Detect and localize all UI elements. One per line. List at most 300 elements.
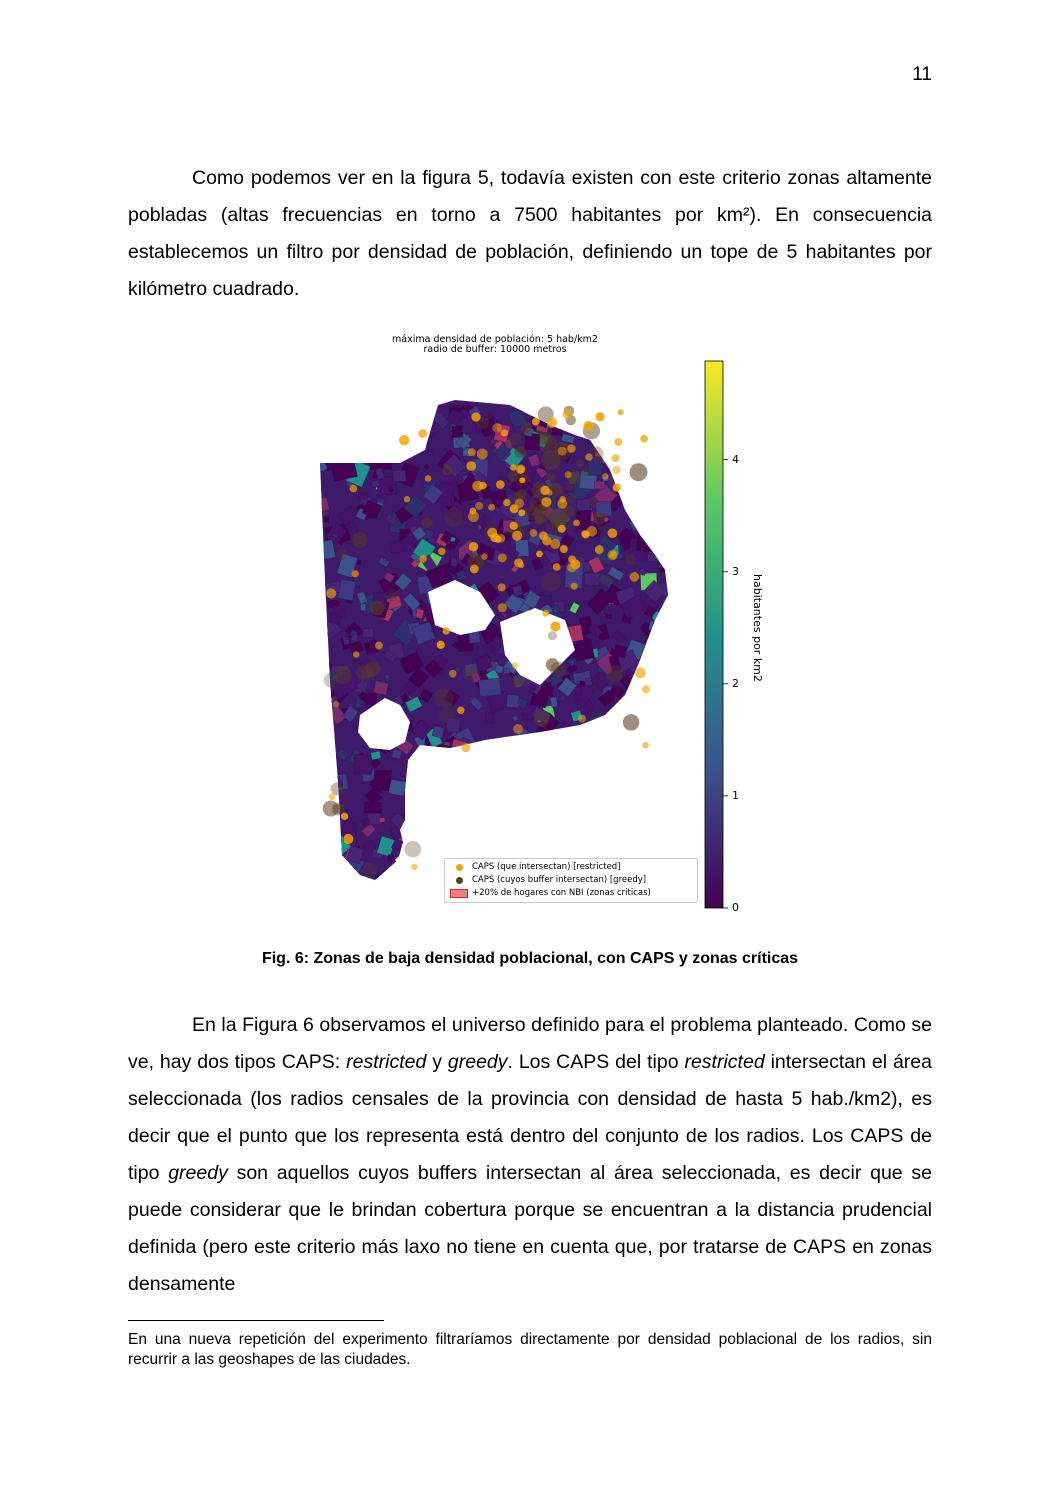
- caps-restricted-point: [326, 588, 336, 598]
- census-tract: [340, 884, 363, 906]
- caps-greedy-point: [516, 489, 527, 500]
- census-tract: [563, 773, 574, 784]
- census-tract: [591, 807, 598, 814]
- census-tract: [429, 840, 443, 853]
- caps-restricted-point: [469, 542, 478, 551]
- caps-restricted-point: [642, 742, 649, 749]
- census-tract: [594, 481, 605, 489]
- caps-greedy-point: [352, 532, 368, 548]
- text-run: son aquellos cuyos buffers intersectan al área seleccionada, es decir que se puede considerar que le brindan cobertura porque se encuentran a la distancia prudencial definida (pero este criterio más laxo no tiene en cuenta que, por tratarse de CAPS en zonas densamente: [128, 1162, 933, 1295]
- census-tract: [504, 809, 517, 819]
- census-tract: [657, 528, 677, 547]
- census-tract: [446, 842, 455, 852]
- census-tract: [519, 741, 532, 754]
- colorbar-tick-label: 3: [732, 564, 739, 578]
- caps-restricted-point: [614, 438, 622, 446]
- census-tract: [315, 636, 324, 645]
- census-tract: [575, 764, 585, 774]
- census-tract: [340, 862, 351, 875]
- caps-restricted-point: [541, 497, 551, 507]
- caps-restricted-point: [498, 553, 507, 562]
- census-tract: [369, 452, 391, 470]
- census-tract: [591, 396, 609, 410]
- caps-restricted-point: [595, 412, 604, 421]
- caps-greedy-point: [588, 497, 599, 508]
- text-run: intersectan el área seleccionada (los radios censales de la provincia con densidad de hasta 5 hab./km2), es decir que el punto que los representa está dentro del conjunto de los radios. Los CAPS de tipo: [128, 1051, 932, 1184]
- census-tract: [585, 726, 602, 746]
- census-tract: [646, 414, 655, 421]
- caps-restricted-point: [329, 793, 336, 800]
- census-tract: [633, 422, 646, 436]
- red-patch-icon: [450, 889, 468, 898]
- census-tract: [492, 824, 513, 840]
- census-tract: [571, 765, 586, 785]
- footnote-separator: [128, 1320, 384, 1321]
- census-tract: [465, 820, 472, 828]
- census-tract: [567, 787, 579, 799]
- figure-caption: Fig. 6: Zonas de baja densidad poblacional, con CAPS y zonas críticas: [261, 950, 799, 967]
- census-tract: [497, 742, 503, 747]
- census-tract: [393, 404, 399, 410]
- census-tract: [533, 765, 540, 771]
- caps-greedy-point: [513, 677, 524, 688]
- census-tract: [651, 413, 663, 425]
- caps-restricted-point: [612, 454, 620, 462]
- census-tract: [633, 754, 645, 769]
- census-tract: [501, 817, 514, 835]
- census-tract: [347, 427, 366, 444]
- caps-restricted-point: [341, 813, 348, 820]
- caps-restricted-point: [558, 447, 567, 456]
- caps-greedy-point: [337, 549, 348, 560]
- census-tract: [387, 866, 410, 889]
- census-tract: [650, 738, 658, 746]
- census-tract: [579, 745, 594, 760]
- caps-restricted-point: [496, 480, 505, 489]
- census-tract: [468, 803, 491, 827]
- census-tract: [525, 809, 544, 822]
- census-tract: [663, 755, 684, 776]
- census-tract: [593, 781, 612, 802]
- legend-label: CAPS (cuyos buffer intersectan) [greedy]: [472, 875, 647, 885]
- census-tract: [450, 828, 468, 849]
- caps-restricted-point: [353, 651, 359, 657]
- caps-restricted-point: [558, 525, 566, 533]
- census-tract: [627, 842, 635, 851]
- legend-item-restricted: [450, 861, 692, 874]
- census-tract: [631, 814, 652, 835]
- caps-restricted-point: [640, 435, 648, 443]
- census-tract: [605, 782, 625, 799]
- census-tract: [376, 406, 392, 421]
- paragraph-intro: Como podemos ver en la figura 5, todavía existen con este criterio zonas altamente pobladas (altas frecuencias en torno a 7500 habitantes por km²). En consecuencia establecemos un filtro por densidad de población, definiendo un tope de 5 habitantes por kilómetro cuadrado.: [128, 167, 932, 300]
- caps-restricted-point: [350, 485, 358, 493]
- caps-restricted-point: [630, 572, 640, 582]
- census-tract: [382, 401, 396, 419]
- caps-restricted-point: [437, 641, 445, 649]
- census-tract: [622, 470, 630, 478]
- census-tract: [645, 408, 665, 430]
- census-tract: [650, 697, 661, 707]
- census-tract: [652, 819, 660, 825]
- census-tract: [523, 824, 542, 844]
- caps-restricted-point: [512, 662, 518, 668]
- caps-restricted-point: [475, 502, 483, 510]
- census-tract: [484, 787, 493, 795]
- census-tract: [426, 807, 442, 819]
- colorbar-tick-label: 2: [732, 676, 739, 690]
- census-tract: [579, 797, 587, 804]
- census-tract: [354, 755, 372, 775]
- census-tract: [562, 818, 569, 825]
- census-tract: [532, 769, 549, 786]
- caps-restricted-point: [573, 520, 580, 527]
- census-tract: [402, 874, 420, 893]
- colorbar-ticks: [723, 460, 728, 908]
- census-tract: [389, 540, 405, 554]
- brown-dot-icon: [456, 877, 463, 884]
- census-tract: [486, 818, 495, 829]
- census-tract: [533, 744, 551, 763]
- census-tract: [457, 834, 470, 846]
- caps-restricted-point: [539, 531, 548, 540]
- census-tract: [323, 754, 337, 772]
- census-tract: [539, 783, 559, 803]
- census-tract: [652, 627, 660, 635]
- legend-item-critical: [450, 887, 692, 900]
- census-tract: [418, 883, 429, 893]
- census-tract: [545, 801, 557, 813]
- census-tract: [515, 738, 523, 747]
- census-tract: [502, 763, 518, 779]
- orange-dot-icon: [456, 864, 463, 871]
- census-tract: [605, 614, 611, 619]
- census-tract: [388, 867, 406, 885]
- caps-restricted-point: [532, 418, 540, 426]
- census-tract: [630, 782, 645, 795]
- census-tract: [340, 407, 352, 418]
- census-tract: [574, 812, 586, 824]
- census-tract: [644, 756, 657, 770]
- caps-restricted-point: [333, 701, 339, 707]
- colorbar-tick-label: 0: [732, 901, 739, 914]
- census-tract: [643, 508, 657, 522]
- census-tract: [662, 621, 676, 635]
- census-tract: [639, 824, 649, 838]
- census-tract: [637, 515, 650, 532]
- census-tract: [437, 839, 456, 857]
- caps-restricted-point: [510, 522, 518, 530]
- caps-restricted-point: [419, 555, 426, 562]
- figure-title-line1: máxima densidad de población: 5 hab/km2: [392, 334, 598, 345]
- census-tract: [594, 730, 605, 743]
- census-tract: [607, 817, 630, 836]
- term-greedy: greedy: [168, 1162, 228, 1184]
- paragraph-caps: [128, 1007, 932, 1303]
- census-tract: [449, 550, 459, 559]
- census-tract: [497, 843, 506, 854]
- census-tract: [531, 837, 554, 858]
- census-tract: [515, 398, 528, 412]
- census-tract: [458, 810, 474, 825]
- census-tract: [625, 484, 642, 501]
- census-tract: [638, 785, 656, 803]
- caps-restricted-point: [562, 409, 572, 419]
- caps-restricted-point: [411, 864, 417, 870]
- census-tract: [464, 784, 472, 793]
- census-tract: [539, 809, 543, 815]
- census-tract: [449, 833, 455, 839]
- census-tract: [568, 817, 581, 832]
- census-tract: [662, 494, 667, 498]
- census-tract: [630, 845, 634, 849]
- caps-restricted-point: [518, 562, 524, 568]
- census-tract: [434, 775, 450, 792]
- census-tract: [503, 668, 510, 674]
- census-tract: [439, 792, 454, 808]
- census-tract: [485, 713, 494, 724]
- census-tract: [484, 775, 489, 779]
- census-tract: [443, 748, 454, 763]
- census-tract: [613, 833, 620, 841]
- caps-greedy-point: [434, 688, 453, 707]
- census-tract: [387, 854, 394, 861]
- census-tract: [598, 772, 603, 776]
- census-tract: [536, 822, 558, 845]
- census-tract: [515, 738, 533, 753]
- census-tract: [668, 701, 679, 709]
- census-tract: [640, 785, 649, 794]
- census-tract: [574, 791, 595, 812]
- census-tract: [653, 431, 660, 440]
- caps-greedy-point: [404, 841, 421, 858]
- census-tract: [602, 809, 617, 824]
- caps-restricted-point: [503, 499, 510, 506]
- caps-greedy-point: [541, 571, 561, 591]
- census-tract: [656, 494, 666, 503]
- census-tract: [638, 771, 646, 779]
- census-tract: [429, 413, 435, 419]
- census-tract: [643, 397, 649, 403]
- census-tract: [355, 416, 363, 424]
- census-tract: [530, 749, 544, 762]
- census-tract: [390, 882, 398, 890]
- census-tract: [656, 767, 665, 776]
- caps-greedy-point: [462, 665, 477, 680]
- census-tract: [568, 793, 579, 806]
- census-tract: [647, 424, 656, 432]
- census-tract: [423, 764, 445, 786]
- census-tract: [636, 497, 647, 508]
- census-tract: [407, 401, 425, 420]
- census-tract: [572, 780, 586, 793]
- caps-restricted-point: [470, 508, 477, 515]
- census-tract: [424, 884, 445, 906]
- caps-restricted-point: [613, 483, 621, 491]
- census-tract: [413, 763, 423, 775]
- census-tract: [642, 407, 665, 429]
- census-tract: [538, 739, 554, 758]
- caps-restricted-point: [498, 603, 507, 612]
- caps-restricted-point: [470, 565, 479, 574]
- census-tract: [543, 769, 558, 786]
- census-tract: [317, 405, 332, 421]
- census-tract: [532, 749, 538, 756]
- province-map: [310, 396, 684, 909]
- caps-restricted-point: [571, 583, 578, 590]
- caps-restricted-point: [352, 570, 359, 577]
- census-tract: [571, 845, 586, 857]
- census-tract: [360, 604, 365, 611]
- caps-restricted-point: [595, 545, 604, 554]
- colorbar: [705, 361, 723, 908]
- census-tract: [507, 796, 519, 806]
- caps-restricted-point: [560, 545, 568, 553]
- census-tract: [570, 802, 581, 814]
- caps-restricted-point: [516, 464, 526, 474]
- map-svg: [310, 330, 780, 920]
- census-tract: [358, 413, 374, 430]
- legend-label: +20% de hogares con NBI (zonas criticas): [472, 888, 651, 898]
- map-legend: [444, 858, 698, 903]
- census-tract: [482, 795, 493, 810]
- census-tract: [633, 806, 644, 816]
- caps-greedy-point: [626, 554, 636, 564]
- census-tract: [577, 725, 589, 736]
- census-tract: [645, 734, 653, 742]
- census-tract: [423, 789, 435, 801]
- census-tract: [342, 405, 360, 424]
- caps-restricted-point: [559, 496, 566, 503]
- caps-greedy-point: [334, 667, 352, 685]
- census-tract: [319, 848, 330, 859]
- caps-restricted-point: [449, 670, 457, 678]
- caps-greedy-point: [385, 589, 397, 601]
- census-tract: [483, 396, 489, 400]
- caps-restricted-point: [466, 461, 476, 471]
- census-tract: [665, 432, 676, 442]
- census-tract: [506, 695, 519, 708]
- caps-restricted-point: [583, 421, 593, 431]
- census-tract: [437, 763, 445, 772]
- census-tract: [485, 822, 496, 834]
- colorbar-label: habitantes por km2: [751, 574, 764, 682]
- census-tract: [420, 420, 427, 427]
- census-tract: [649, 460, 659, 470]
- census-tract: [630, 691, 645, 706]
- census-tract: [476, 794, 489, 805]
- census-tract: [590, 742, 611, 762]
- census-tract: [629, 753, 634, 758]
- caps-greedy-point: [514, 446, 526, 458]
- caps-restricted-point: [481, 553, 488, 560]
- caps-restricted-point: [585, 453, 592, 460]
- caps-restricted-point: [510, 464, 517, 471]
- census-tract: [639, 443, 645, 450]
- caps-restricted-point: [519, 477, 525, 483]
- census-tract: [561, 763, 574, 778]
- caps-restricted-point: [564, 471, 571, 478]
- caps-restricted-point: [642, 685, 650, 693]
- caps-restricted-point: [492, 423, 501, 432]
- census-tract: [373, 433, 384, 444]
- census-tract: [525, 790, 547, 812]
- caps-restricted-point: [567, 444, 576, 453]
- term-restricted: restricted: [684, 1051, 765, 1073]
- census-tract: [489, 791, 506, 809]
- caps-restricted-point: [404, 496, 410, 502]
- census-tract: [585, 573, 600, 586]
- census-tract: [534, 758, 559, 781]
- census-tract: [388, 779, 406, 796]
- census-tract: [419, 806, 426, 813]
- census-tract: [618, 426, 625, 433]
- census-tract: [552, 792, 557, 797]
- figure-map: [310, 330, 780, 920]
- text-run: y: [426, 1051, 448, 1073]
- census-tract: [660, 500, 677, 518]
- caps-restricted-point: [477, 449, 488, 460]
- census-tract: [454, 765, 469, 781]
- caps-greedy-point: [623, 714, 639, 730]
- caps-greedy-point: [422, 517, 433, 528]
- census-tract: [310, 877, 335, 899]
- census-tract: [624, 402, 632, 409]
- census-tract: [338, 442, 350, 453]
- census-tract: [362, 818, 370, 826]
- census-tract: [545, 773, 554, 781]
- census-tract: [650, 505, 667, 519]
- caps-greedy-point: [630, 463, 648, 481]
- census-tract: [665, 413, 673, 422]
- census-tract: [521, 808, 540, 827]
- caps-restricted-point: [497, 534, 505, 542]
- text-run: . Los CAPS del tipo: [507, 1051, 685, 1073]
- caps-restricted-point: [542, 610, 549, 617]
- term-restricted: restricted: [346, 1051, 427, 1073]
- census-tract: [425, 773, 435, 784]
- census-tract: [600, 730, 622, 751]
- census-tract: [367, 452, 377, 461]
- census-tract: [590, 793, 608, 808]
- caps-greedy-point: [546, 658, 559, 671]
- caps-restricted-point: [375, 642, 383, 650]
- census-tract: [322, 448, 337, 463]
- census-tract: [422, 856, 430, 865]
- census-tract: [393, 470, 406, 482]
- caps-restricted-point: [550, 622, 560, 632]
- caps-greedy-point: [521, 423, 532, 434]
- census-tract: [626, 752, 634, 760]
- census-tract: [417, 822, 431, 836]
- census-tract: [579, 421, 584, 426]
- census-tract: [600, 432, 609, 440]
- caps-restricted-point: [568, 556, 576, 564]
- census-tract: [534, 793, 546, 805]
- census-tract: [357, 560, 361, 565]
- census-tract: [652, 622, 662, 632]
- term-greedy: greedy: [447, 1051, 508, 1073]
- census-tract: [521, 756, 549, 783]
- census-tract: [585, 797, 596, 808]
- census-tract: [317, 846, 328, 858]
- census-tract: [614, 408, 636, 429]
- census-tract: [577, 740, 584, 747]
- census-tract: [629, 776, 643, 789]
- census-tract: [508, 397, 519, 408]
- caps-restricted-point: [512, 531, 522, 541]
- census-tract: [417, 758, 432, 774]
